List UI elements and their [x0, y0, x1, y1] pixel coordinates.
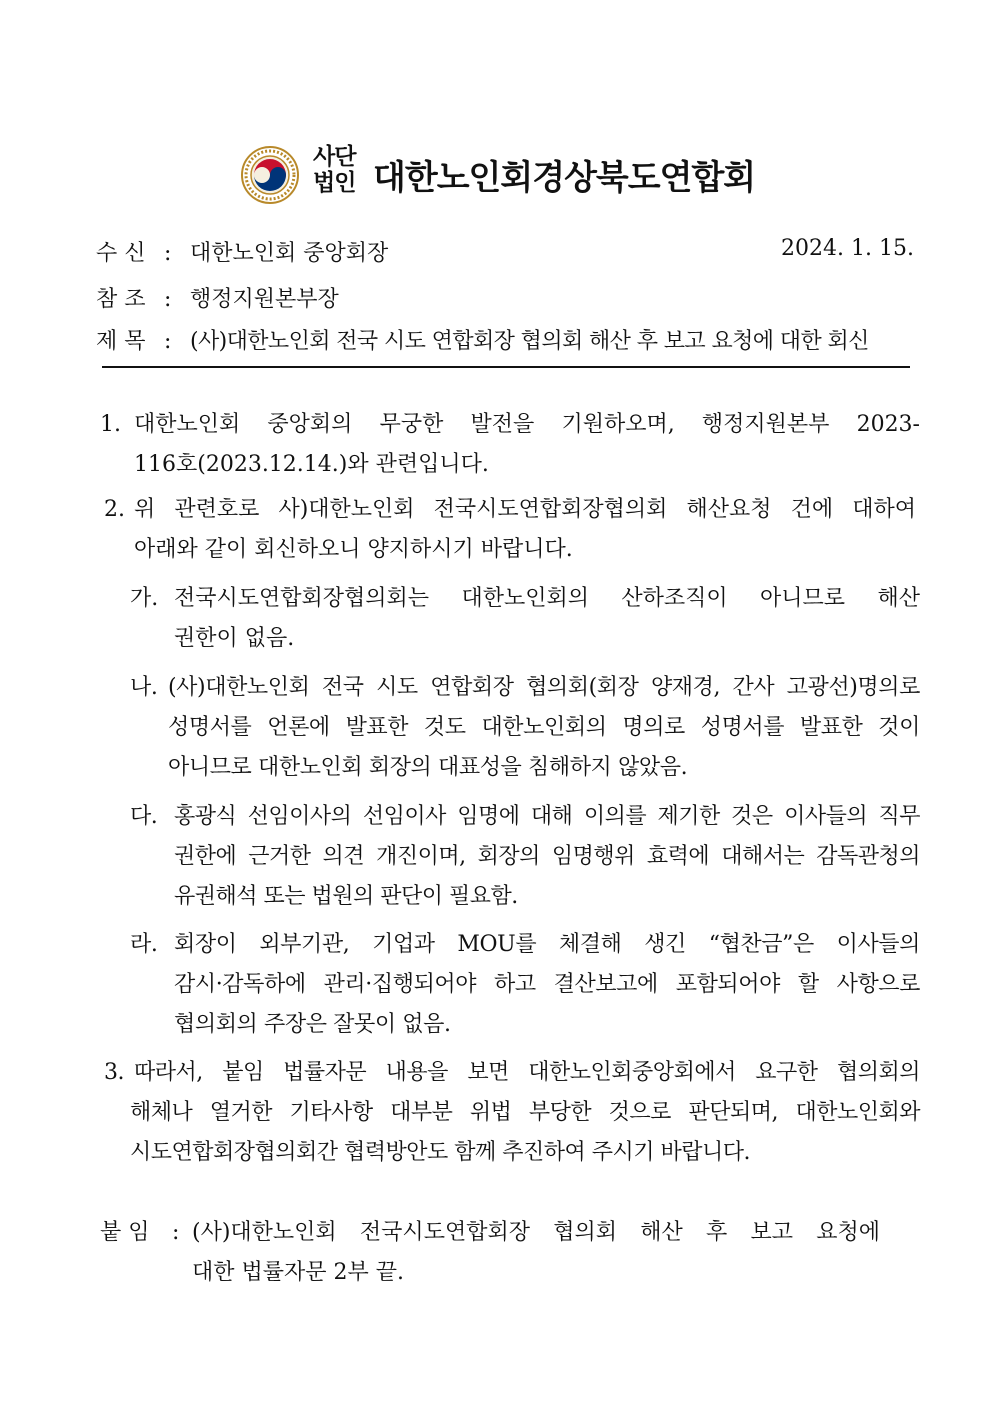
item-ra	[130, 925, 920, 1045]
item-da	[130, 797, 920, 917]
item-line: 권한에 근거한 의견 개진이며, 회장의 임명행위 효력에 대해서는 감독관청의	[174, 844, 920, 869]
letterhead	[0, 144, 992, 206]
reference-label: 참 조	[96, 287, 146, 312]
reference-row	[96, 282, 339, 313]
attachment-line: (사)대한노인회 전국시도연합회장 협의회 해산 후 보고 요청에	[192, 1220, 880, 1245]
attachment-colon: :	[172, 1220, 180, 1245]
paragraph-number: 1.	[100, 412, 121, 437]
recipient-label: 수 신	[96, 241, 146, 266]
paragraph-2	[104, 490, 916, 570]
recipient-value: 대한노인회 중앙회장	[190, 241, 389, 266]
paragraph-line: 116호(2023.12.14.)와 관련입니다.	[134, 452, 489, 477]
subject-label: 제 목	[96, 329, 146, 354]
attachment-label: 붙 임	[100, 1220, 150, 1245]
reference-value: 행정지원본부장	[190, 287, 339, 312]
organization-name: 대한노인회경상북도연합회	[373, 158, 756, 198]
paragraph-line: 대한노인회 중앙회의 무궁한 발전을 기원하오며, 행정지원본부 2023-	[134, 412, 920, 437]
item-line: 권한이 없음.	[174, 626, 295, 651]
item-line: (사)대한노인회 전국 시도 연합회장 협의회(회장 양재경, 간사 고광선)명의로	[168, 675, 920, 700]
item-line: 감시·감독하에 관리·집행되어야 하고 결산보고에 포함되어야 할 사항으로	[174, 972, 920, 997]
recipient-colon: :	[164, 241, 172, 266]
paragraph-number: 3.	[104, 1060, 124, 1085]
paragraph-line: 시도연합회장협의회간 협력방안도 함께 추진하여 주시기 바랍니다.	[130, 1140, 751, 1165]
paragraph-3	[104, 1053, 920, 1173]
item-na	[130, 668, 920, 788]
corp-type-top: 사단	[313, 144, 356, 170]
subject-row	[96, 324, 869, 355]
reference-colon: :	[164, 287, 172, 312]
attachment-line: 대한 법률자문 2부 끝.	[192, 1260, 404, 1285]
item-ga	[130, 579, 920, 659]
paragraph-number: 2.	[104, 497, 125, 522]
subject-value: (사)대한노인회 전국 시도 연합회장 협의회 해산 후 보고 요청에 대한 회신	[190, 329, 869, 354]
item-line: 유권해석 또는 법원의 판단이 필요함.	[174, 884, 518, 909]
corp-type-bottom: 법인	[313, 170, 356, 196]
paragraph-line: 아래와 같이 회신하오니 양지하시기 바랍니다.	[134, 537, 573, 562]
paragraph-line: 해체나 열거한 기타사항 대부분 위법 부당한 것으로 판단되며, 대한노인회와	[130, 1100, 920, 1125]
item-line: 성명서를 언론에 발표한 것도 대한노인회의 명의로 성명서를 발표한 것이	[168, 715, 920, 740]
item-number: 다.	[130, 804, 158, 829]
corporation-type	[313, 144, 363, 196]
item-number: 라.	[130, 932, 158, 957]
header-divider	[102, 366, 910, 368]
item-line: 홍광식 선임이사의 선임이사 임명에 대해 이의를 제기한 것은 이사들의 직무	[174, 804, 920, 829]
item-line: 전국시도연합회장협의회는 대한노인회의 산하조직이 아니므로 해산	[174, 586, 920, 611]
item-number: 나.	[130, 675, 158, 700]
item-number: 가.	[130, 586, 159, 611]
item-line: 협의회의 주장은 잘못이 없음.	[174, 1012, 451, 1037]
taeguk-emblem-icon	[241, 146, 299, 204]
paragraph-line: 따라서, 붙임 법률자문 내용을 보면 대한노인회중앙회에서 요구한 협의회의	[134, 1060, 920, 1085]
document-date: 2024. 1. 15.	[781, 236, 914, 261]
item-line: 아니므로 대한노인회 회장의 대표성을 침해하지 않았음.	[168, 755, 688, 780]
attachment-block	[100, 1213, 880, 1293]
subject-colon: :	[164, 329, 171, 354]
paragraph-1	[100, 405, 920, 485]
item-line: 회장이 외부기관, 기업과 MOU를 체결해 생긴 “협찬금”은 이사들의	[174, 932, 920, 957]
recipient-row	[96, 236, 388, 267]
paragraph-line: 위 관련호로 사)대한노인회 전국시도연합회장협의회 해산요청 건에 대하여	[134, 497, 916, 522]
